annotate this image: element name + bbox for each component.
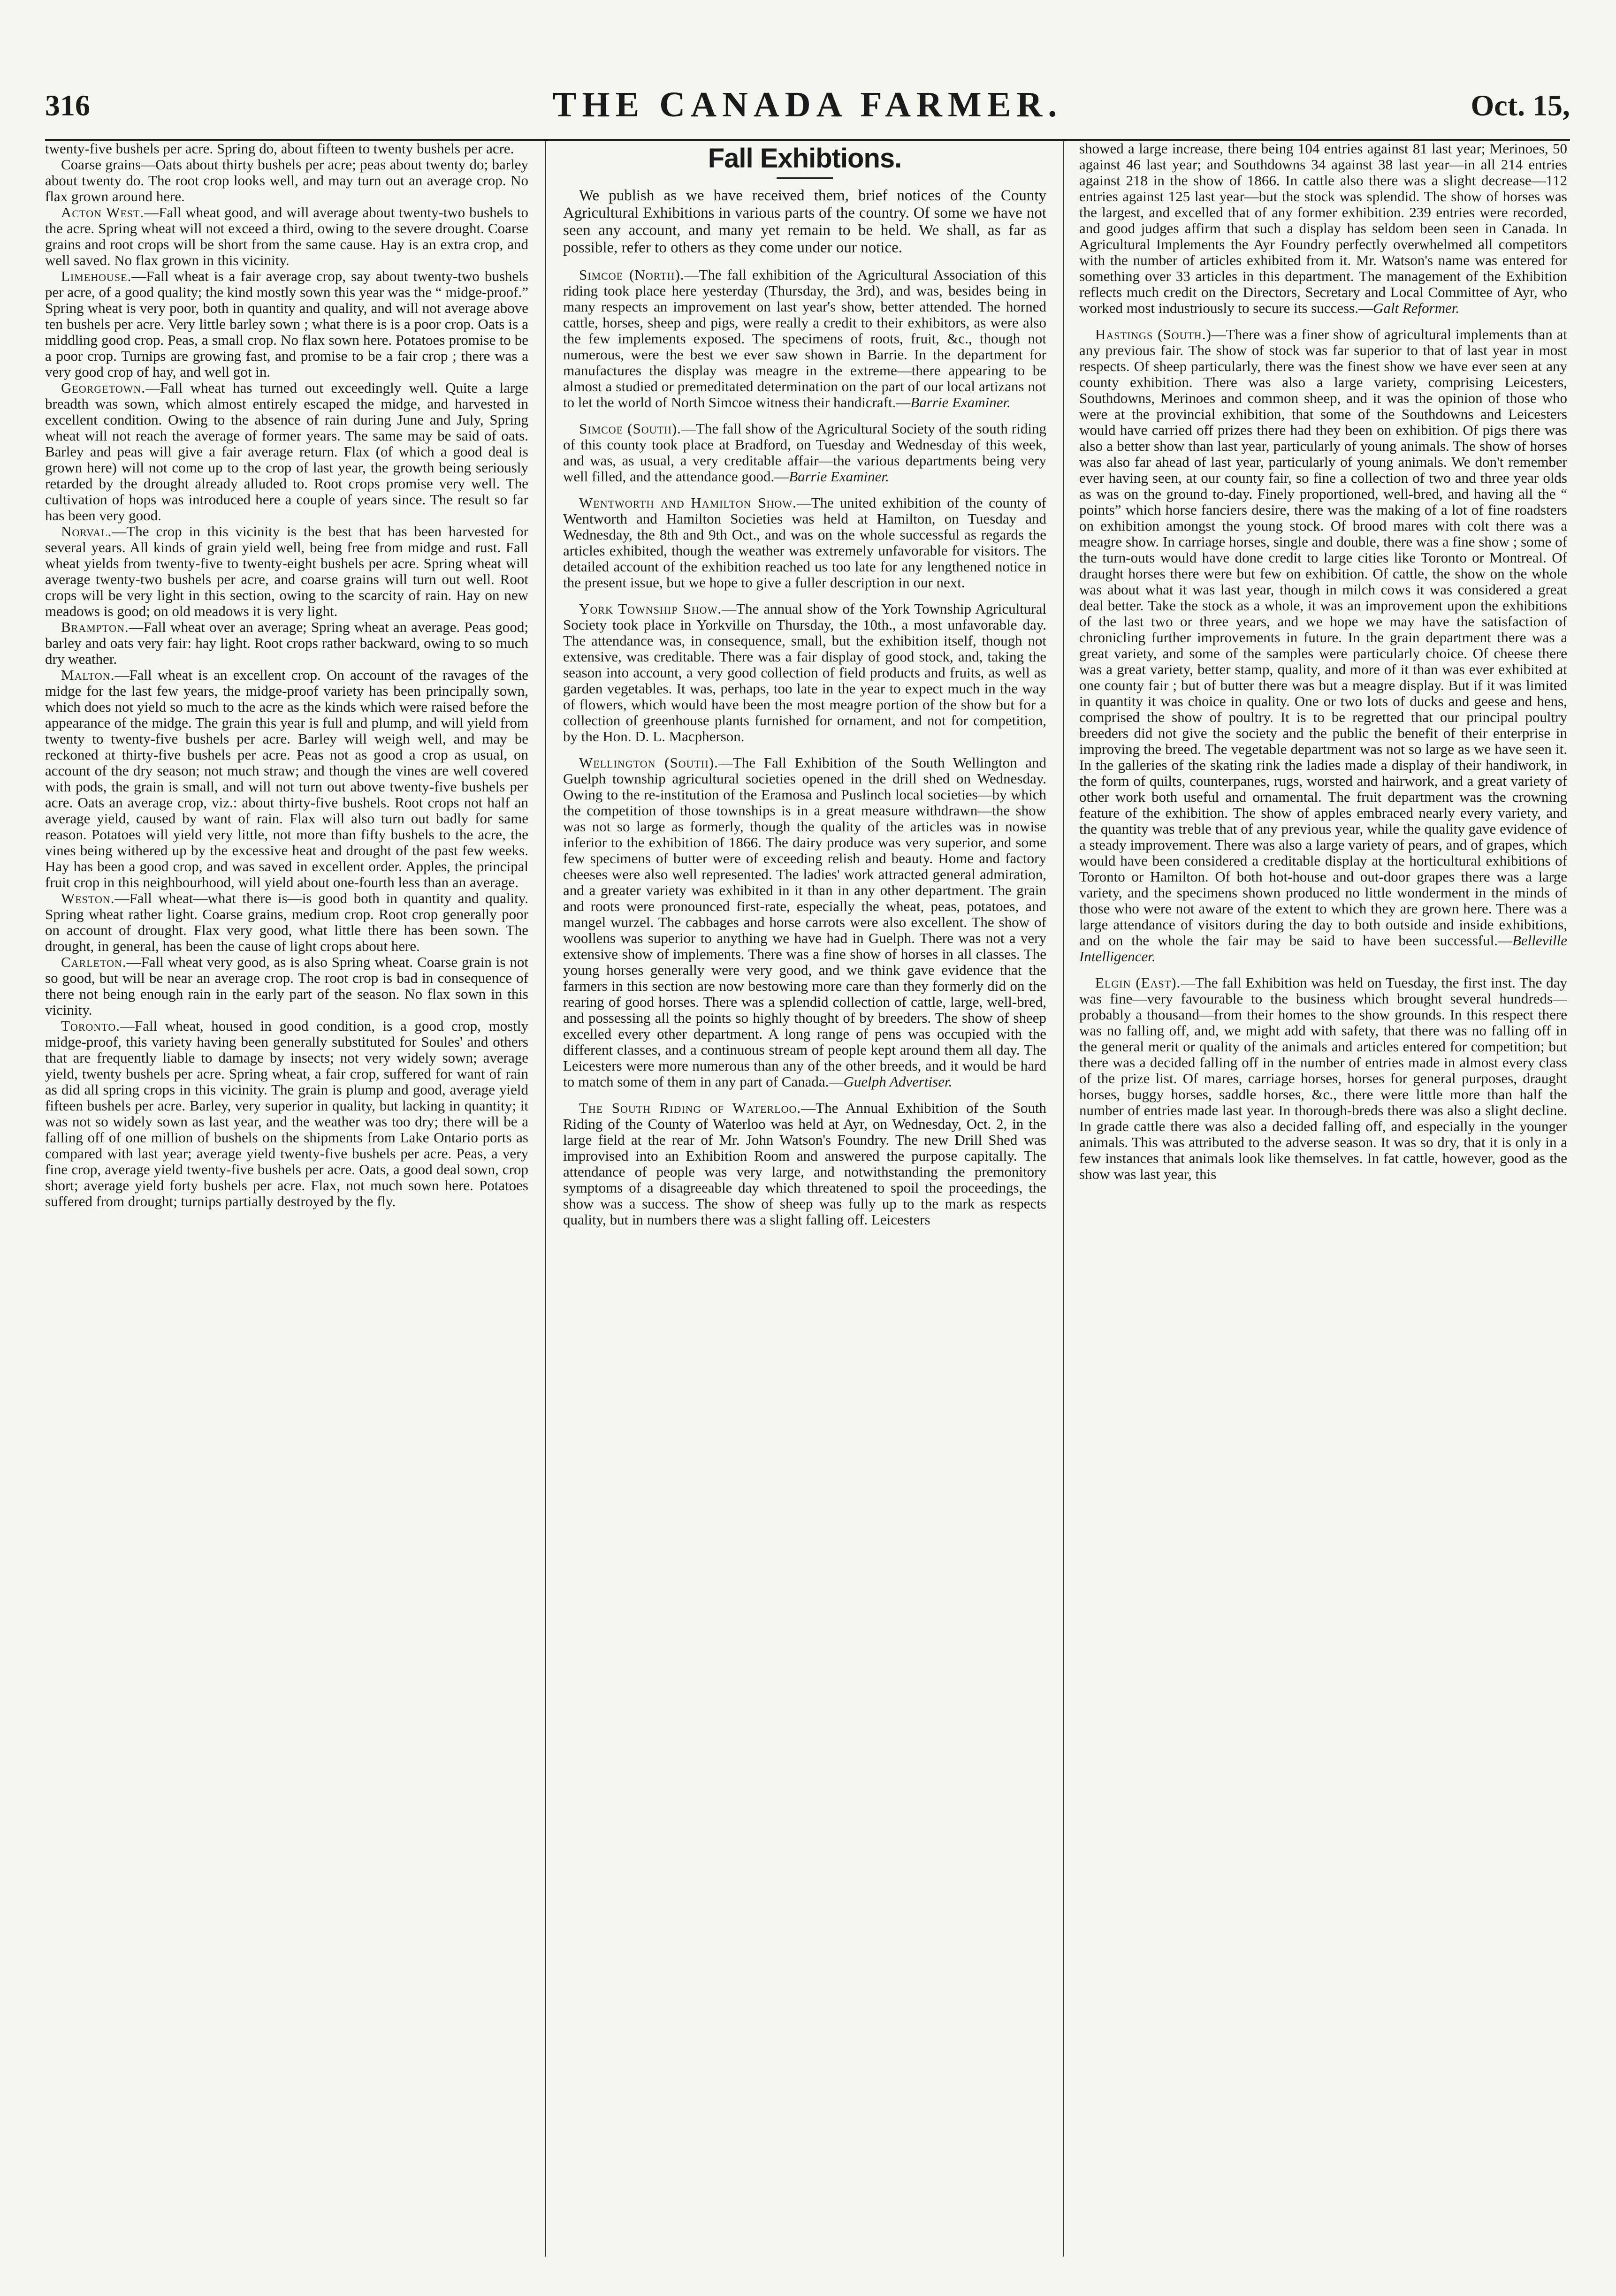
column-exhibitions-continued	[1079, 141, 1567, 2261]
source-citation: Guelph Advertiser.	[843, 1073, 953, 1090]
report-text: —Fall wheat good, and will average about twenty-two bushels to the acre. Spring wheat will not exceed a third, owing to the severe drought. Coarse grains and root crops will be short from the same cause. Hay is an extra crop, and well saved. No flax grown in this vicinity.	[45, 204, 528, 268]
report-text: —Fall wheat—what there is—is good both in quantity and quality. Spring wheat rather light. Coarse grains, medium crop. Root crop generally poor on account of drought. Flax very good, what little there has been sown. The drought, in general, has been the cause of light crops about here.	[45, 890, 528, 954]
report-text: —Fall wheat is an excellent crop. On account of the ravages of the midge for the last few years, the midge-proof variety has been principally sown, which does not yield so much to the acre as the kinds which were raised before the appearance of the midge. The grain this year is full and plump, and will yield from twenty to twenty-five bushels per acre. Barley will weigh well, and may be reckoned at thirty-five bushels per acre. Peas not as good a crop as usual, on account of the dry season; not much straw; and though the vines are well covered with pods, the grain is small, and will not turn out above twenty-five bushels per acre. Oats an average crop, viz.: about thirty-five bushels. Root crops not half an average yield, caused by want of rain. Flax will also turn out badly for same reason. Potatoes will yield very little, not more than fifty bushels to the acre, the vines being withered up by the excessive heat and drought of the past few weeks. Hay has been a good crop, and was saved in excellent order. Apples, the principal fruit crop in this neighbourhood, will yield about one-fourth less than an average.	[45, 667, 528, 890]
report-georgetown	[45, 380, 528, 524]
exhibition-text: —The united exhibition of the county of Wentworth and Hamilton Societies was held at Hamilton, on Tuesday and Wednesday, the 8th and 9th Oct., and was on the whole successful as regards the articles exhibited, though the weather was extremely unfavorable for visitors. The detailed account of the exhibition reached us too late for any lengthened notice in the present issue, but we hope to give a fuller description in our next.	[563, 494, 1046, 591]
report-text: —Fall wheat has turned out exceedingly well. Quite a large breadth was sown, which almost entirely escaped the midge, and harvested in excellent condition. Owing to the absence of rain during June and July, Spring wheat will not reach the average of former years. The same may be said of oats. Barley and peas will give a fair average return. Flax (of which a good deal is grown here) will not come up to the crop of last year, the growth being seriously retarded by the drought already alluded to. Root crops promise very well. The cultivation of hops was introduced here a couple of years since. The result so far has been very good.	[45, 380, 528, 524]
report-toronto	[45, 1018, 528, 1209]
section-intro: We publish as we have received them, brief notices of the County Agricultural Exhibitions in various parts of the country. Of some we have not seen any account, and many yet remain to be held. We shall, as far as possible, refer to others as they come under our notice.	[563, 187, 1046, 256]
publication-title: THE CANADA FARMER.	[552, 85, 1063, 124]
report-lead: Toronto.	[61, 1018, 120, 1034]
exhibition-elgin-east	[1079, 975, 1567, 1182]
report-acton-west	[45, 205, 528, 268]
source-citation: Galt Reformer.	[1372, 300, 1460, 316]
exhibition-lead: Simcoe (North).	[579, 266, 685, 283]
exhibition-wentworth-hamilton	[563, 495, 1046, 591]
exhibition-lead: Wellington (South).	[579, 754, 718, 771]
report-lead: Norval.	[61, 523, 112, 540]
report-lead: Weston.	[61, 890, 115, 906]
column-divider	[1063, 141, 1064, 2257]
exhibition-lead: York Township Show.	[579, 601, 722, 617]
exhibition-lead: Elgin (East).	[1095, 974, 1181, 991]
section-title: Fall Exhibtions.	[708, 143, 902, 174]
column-fall-exhibitions	[563, 141, 1046, 2261]
exhibition-text: —There was a finer show of agricultural implements than at any previous fair. The show of stock was far superior to that of last year in most respects. Of sheep particularly, there was the finest show we have ever seen at any county exhibition. There was also a large variety, comprising Leicesters, Southdowns, Merinoes and common sheep, and it was the opinion of those who were at the provincial exhibition, that some of the Southdowns and Leicesters would have carried off prizes there had they been on exhibition. Of pigs there was also a better show than last year, particularly of young animals. The show of horses was also far ahead of last year, particularly of young animals. We don't remember ever having seen, at our county fair, so fine a collection of two and three year olds as was on the ground to-day. Finely proportioned, well-bred, and having all the “ points” which horse fanciers desire, there was the making of a lot of fine roadsters on exhibition amongst the young stock. Of brood mares with colt there was a meagre show. In carriage horses, single and double, there was a fine show ; some of the turn-outs would have done credit to large cities like Toronto or Montreal. Of draught horses there were but few on exhibition. Of cattle, the show on the whole was about what it was last year, though in milch cows it was considered a great deal better. Take the stock as a whole, it was an improvement upon the exhibitions of the last two or three years, and we hope we may have the satisfaction of chronicling further improvements in future. In the grain department there was a great variety, and some of the samples were particularly choice. Of cheese there was a great variety, better stamp, quality, and more of it than was ever exhibited at one county fair ; but of butter there was but a meagre display. But if it was limited in quantity it was choice in quality. One or two lots of ducks and geese and hens, comprised the show of poultry. It is to be regretted that our principal poultry breeders did not give the society and the public the benefit of their enterprise in improving the breed. The vegetable department was not so large as we have seen it. In the galleries of the skating rink the ladies made a display of their handiwork, in the form of quilts, counterpanes, rugs, worsted and hairwork, and a great variety of other work both useful and ornamental. The fruit department was the crowning feature of the exhibition. The show of apples embraced nearly every variety, and the quantity was treble that of any previous year, while the quality gave evidence of a steady improvement. There was also a large variety of pears, and of grapes, which would have been considered a creditable display at the horticultural exhibitions of Toronto or Hamilton. Of both hot-house and out-door grapes there was a large variety, and the specimens shown produced no little wonderment in the minds of those who were not aware of the extent to which they are grown here. There was a large attendance of visitors during the day to both outside and inside exhibitions, and on the whole the fair may be said to have been successful.—	[1079, 326, 1567, 949]
exhibition-waterloo-south	[563, 1100, 1046, 1228]
report-limehouse	[45, 268, 528, 380]
exhibition-york-township	[563, 601, 1046, 745]
report-lead: Limehouse.	[61, 268, 132, 284]
report-brampton	[45, 619, 528, 667]
report-text: —Fall wheat over an average; Spring wheat an average. Peas good; barley and oats very fair: hay light. Root crops rather backward, owing to so much dry weather.	[45, 619, 528, 667]
source-citation: Belleville Intelligencer.	[1079, 932, 1567, 965]
report-norval	[45, 524, 528, 619]
column-crop-reports	[45, 141, 528, 2261]
report-lead: Georgetown.	[61, 380, 146, 396]
exhibition-lead: Hastings (South.)	[1095, 326, 1212, 342]
exhibition-text: —The Annual Exhibition of the South Riding of the County of Waterloo was held at Ayr, on Wednesday, Oct. 2, in the large field at the rear of Mr. John Watson's Foundry. The new Drill Shed was improvised into an Exhibition Room and answered the purpose capitally. The attendance of people was very large, and notwithstanding the premonitory symptoms of a disagreeable day which threatened to spoil the proceedings, the show was a success. The show of sheep was fully up to the mark as respects quality, but in numbers there was a slight falling off. Leicesters	[563, 1100, 1046, 1228]
column-divider	[545, 141, 546, 2257]
report-lead: Acton West.	[61, 204, 145, 220]
report-lead: Malton.	[61, 667, 115, 683]
exhibition-lead: Wentworth and Hamilton Show.	[579, 494, 797, 511]
report-weston	[45, 890, 528, 954]
exhibition-text: —The annual show of the York Township Agricultural Society took place in Yorkville on Thursday, the 10th., a most unfavorable day. The attendance was, in consequence, small, but the exhibition itself, though not extensive, was creditable. There was a fair display of good stock, and, taking the season into account, a very good collection of field products and fruits, as well as garden vegetables. It was, perhaps, too late in the year to expect much in the way of flowers, which would have been the most meagre portion of the show but for a collection of greenhouse plants furnished for ornament, and not for competition, by the Hon. D. L. Macpherson.	[563, 601, 1046, 745]
exhibition-text: —The fall Exhibition was held on Tuesday, the first inst. The day was fine—very favourable to the business which brought several hundreds—probably a thousand—from their homes to the show grounds. In this respect there was no falling off, and, we might add with safety, that there was no falling off in the general merit or quality of the animals and articles entered for competition; but there was a decided falling off in the number of entries made in almost every class of the prize list. Of mares, carriage horses, horses for general purposes, draught horses, buggy horses, saddle horses, &c., there were little more than half the number of entries made last year. In thorough-breds there was also a slight decline. In grade cattle there was also a decided falling off, and especially in the younger animals. This was attributed to the adverse season. It was so dry, that it is only in a few instances that animals look like themselves. In fat cattle, however, good as the show was last year, this	[1079, 974, 1567, 1182]
report-malton	[45, 667, 528, 890]
exhibition-waterloo-continued	[1079, 141, 1567, 316]
exhibition-simcoe-south	[563, 421, 1046, 485]
masthead	[45, 84, 1570, 136]
issue-date: Oct. 15,	[1471, 89, 1570, 122]
source-citation: Barrie Examiner.	[789, 468, 889, 485]
exhibition-simcoe-north	[563, 267, 1046, 411]
report-text: —Fall wheat, housed in good condition, is a good crop, mostly midge-proof, this variety having been generally substituted for Soules' and others that are frequently liable to damage by insects; not very widely sown; average yield, twenty bushels per acre. Spring wheat, a fair crop, suffered for want of rain as did all spring crops in this vicinity. The grain is plump and good, average yield fifteen bushels per acre. Barley, very superior in quality, but lacking in quantity; it was not so widely sown as last year, and the weather was too dry; there will be a falling off of one million of bushels on the shipments from Lake Ontario ports as compared with last year; average yield twenty-five bushels per acre. Peas, a very fine crop, average yield twenty-five bushels per acre. Oats, a good deal sown, crop short; average yield forty bushels per acre. Flax, not much sown here. Potatoes suffered from drought; turnips partially destroyed by the fly.	[45, 1018, 528, 1209]
report-lead: Carleton.	[61, 954, 127, 970]
report-lead: Brampton.	[61, 619, 129, 635]
report-coarse-grains: Coarse grains—Oats about thirty bushels per acre; peas about twenty do; barley about twenty do. The root crop looks well, and may turn out an average crop. No flax grown around here.	[45, 156, 528, 205]
report-text: —Fall wheat is a fair average crop, say about twenty-two bushels per acre, of a good quality; the kind mostly sown this year was the “ midge-proof.” Spring wheat is very poor, both in quantity and quality, and will not average above ten bushels per acre. Very little barley sown ; what there is is a poor crop. Oats is a middling good crop. Peas, a small crop. No flax sown here. Potatoes promise to be a poor crop. Turnips are growing fast, and promise to be a fair crop ; there was a very good crop of hay, and well got in.	[45, 268, 528, 380]
title-rule	[777, 177, 833, 179]
exhibition-lead: Simcoe (South).	[579, 420, 681, 437]
report-text: —Fall wheat very good, as is also Spring wheat. Coarse grain is not so good, but will be near an average crop. The root crop is bad in consequence of there not being enough rain in the early part of the season. No flax sown in this vicinity.	[45, 954, 528, 1018]
page-number: 316	[45, 89, 90, 122]
exhibition-lead: The South Riding of Waterloo.	[579, 1100, 801, 1116]
report-continuation: twenty-five bushels per acre. Spring do, about fifteen to twenty bushels per acre.	[45, 141, 514, 157]
report-carleton	[45, 954, 528, 1018]
source-citation: Barrie Examiner.	[910, 394, 1011, 411]
exhibition-text: showed a large increase, there being 104 entries against 81 last year; Merinoes, 50 against 46 last year; and Southdowns 34 against 38 last year—in all 214 entries against 218 in the show of 1866. In cattle also there was a slight decrease—112 entries against 125 last year—but the stock was splendid. The show of horses was the largest, and excelled that of any former exhibition. 239 entries were recorded, and good judges affirm that such a display has seldom been seen in Canada. In Agricultural Implements the Ayr Foundry perfectly overwhelmed all competitors with the number of articles exhibited from it. Mr. Watson's name was entered for something over 33 articles in this department. The management of the Exhibition reflects much credit on the Directors, Secretary and Local Committee of Ayr, who worked most industriously to secure its success.—	[1079, 141, 1567, 316]
exhibition-text: —The Fall Exhibition of the South Wellington and Guelph township agricultural societies opened in the drill shed on Wednesday. Owing to the re-institution of the Eramosa and Puslinch local societies—by which the competition of those townships is in a great measure withdrawn—the show was not so large as formerly, though the quality of the articles was in nowise inferior to the exhibition of 1866. The dairy produce was very superior, and some few specimens of butter were of exceeding relish and beauty. Home and factory cheeses were also well represented. The ladies' work attracted general admiration, and a greater variety was exhibited in it than in any other department. The grain and roots were pronounced first-rate, especially the wheat, peas, potatoes, and mangel wurzel. The cabbages and horse carrots were also excellent. The show of woollens was superior to anything we have had in Guelph. There was not a very extensive show of implements. There was a fine show of horses in all classes. The young horses generally were very good, and we think gave evidence that the farmers in this section are now bestowing more care than they formerly did on the rearing of good horses. There was a splendid collection of cattle, large, well-bred, and possessing all the points so highly thought of by breeders. The show of sheep excelled every other department. A long range of pens was occupied with the different classes, and a continuous stream of people kept around them all day. The Leicesters were more numerous than any of the other breeds, and it would be hard to match some of them in any part of Canada.—	[563, 754, 1046, 1090]
exhibition-text: —The fall exhibition of the Agricultural Association of this riding took place here yesterday (Thursday, the 3rd), and was, besides being in many respects an improvement on last year's show, better attended. The horned cattle, horses, sheep and pigs, were really a credit to their exhibitors, as were also the few implements exposed. The specimens of roots, fruit, &c., though not numerous, were the best we ever saw shown in Barrie. In the department for manufactures the display was meagre in the extreme—there appearing to be almost a studied or premeditated determination on the part of our local artizans not to let the world of North Simcoe witness their handicraft.—	[563, 266, 1046, 411]
exhibition-text: —The fall show of the Agricultural Society of the south riding of this county took place at Bradford, on Tuesday and Wednesday of this week, and was, as usual, a very creditable affair—the various departments being very well filled, and the attendance good.—	[563, 420, 1046, 485]
exhibition-wellington-south	[563, 755, 1046, 1090]
report-text: —The crop in this vicinity is the best that has been harvested for several years. All kinds of grain yield well, being free from midge and rust. Fall wheat yields from twenty-five to twenty-eight bushels per acre. Spring wheat will average twenty-two bushels per acre, and coarse grains will turn out well. Root crops will be very light in this section, owing to the scarcity of rain. Hay on new meadows is good; on old meadows it is very light.	[45, 523, 528, 619]
exhibition-hastings-south	[1079, 327, 1567, 965]
